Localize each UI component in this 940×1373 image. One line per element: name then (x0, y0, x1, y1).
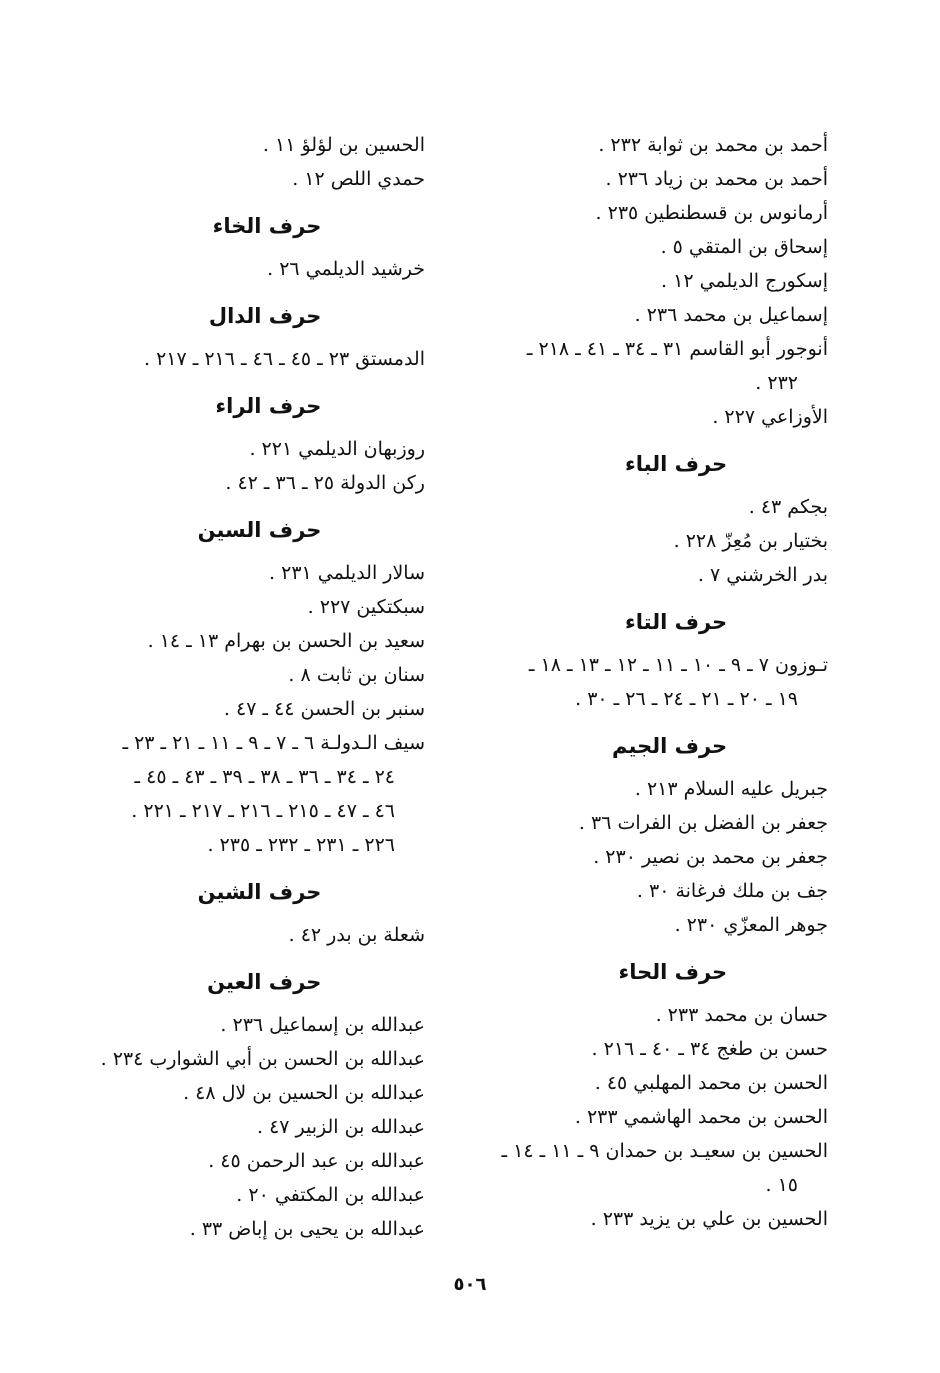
index-entry-line: تـوزون ٧ ـ ٩ ـ ١٠ ـ ١١ ـ ١٢ ـ ١٣ ـ ١٨ ـ (528, 654, 828, 676)
section-heading: حرف الجيم (612, 734, 728, 758)
index-entry: أرمانوس بن قسطنطين ٢٣٥ . (595, 202, 828, 224)
index-entry: سالار الديلمي ٢٣١ . (269, 562, 425, 584)
index-entry (55, 726, 425, 862)
index-entry (468, 1134, 828, 1202)
index-entry-line: أنوجور أبو القاسم ٣١ ـ ٣٤ ـ ٤١ ـ ٢١٨ ـ (526, 338, 828, 360)
index-entry: بختيار بن مُعِزّ ٢٢٨ . (673, 530, 828, 552)
index-entry: الدمستق ٢٣ ـ ٤٥ ـ ٤٦ ـ ٢١٦ ـ ٢١٧ . (143, 348, 425, 370)
index-entry: جف بن ملك فرغانة ٣٠ . (636, 880, 828, 902)
index-entry: بدر الخرشني ٧ . (697, 564, 828, 586)
index-entry: الأوزاعي ٢٢٧ . (712, 406, 828, 428)
index-entry-line: الحسين بن سعيـد بن حمدان ٩ ـ ١١ ـ ١٤ ـ (501, 1140, 828, 1162)
index-entry: أحمد بن محمد بن ثوابة ٢٣٢ . (598, 134, 828, 156)
index-entry-line: سيف الـدولـة ٦ ـ ٧ ـ ٩ ـ ١١ ـ ٢١ ـ ٢٣ ـ (122, 732, 425, 754)
index-entry: سنان بن ثابت ٨ . (288, 664, 425, 686)
index-entry-continuation: ١٥ . (765, 1174, 798, 1196)
index-entry-continuation: ٢٣٢ . (755, 372, 798, 394)
index-entry: عبدالله بن إسماعيل ٢٣٦ . (220, 1014, 425, 1036)
index-entry: عبدالله بن الزبير ٤٧ . (256, 1116, 425, 1138)
index-entry: جعفر بن محمد بن نصير ٢٣٠ . (593, 846, 828, 868)
index-entry: حسان بن محمد ٢٣٣ . (655, 1004, 828, 1026)
index-entry: جبريل عليه السلام ٢١٣ . (634, 778, 828, 800)
index-entry: ركن الدولة ٢٥ ـ ٣٦ ـ ٤٢ . (225, 472, 425, 494)
section-heading: حرف الخاء (212, 214, 322, 238)
index-column-left (55, 128, 425, 1246)
page-number: ٥٠٦ (453, 1274, 487, 1295)
section-heading: حرف الشين (197, 880, 322, 904)
index-entry: شعلة بن بدر ٤٢ . (288, 924, 425, 946)
index-entry: سعيد بن الحسن بن بهرام ١٣ ـ ١٤ . (147, 630, 425, 652)
index-entry: الحسين بن لؤلؤ ١١ . (262, 134, 425, 156)
index-entry (468, 648, 828, 716)
index-entry: إسحاق بن المتقي ٥ . (660, 236, 828, 258)
section-heading: حرف الباء (625, 452, 728, 476)
index-entry-continuation: ٢٢٦ ـ ٢٣١ ـ ٢٣٢ ـ ٢٣٥ . (207, 834, 395, 856)
index-entry: الحسن بن محمد المهلبي ٤٥ . (594, 1072, 828, 1094)
index-entry: جعفر بن الفضل بن الفرات ٣٦ . (578, 812, 828, 834)
index-entry: الحسين بن علي بن يزيد ٢٣٣ . (590, 1208, 828, 1230)
index-entry: أحمد بن محمد بن زياد ٢٣٦ . (605, 168, 828, 190)
index-column-right (468, 128, 828, 1236)
index-entry: عبدالله بن المكتفي ٢٠ . (236, 1184, 425, 1206)
index-entry: بجكم ٤٣ . (748, 496, 828, 518)
index-entry: عبدالله بن عبد الرحمن ٤٥ . (208, 1150, 425, 1172)
section-heading: حرف العين (207, 970, 322, 994)
section-heading: حرف الحاء (618, 960, 728, 984)
section-heading: حرف الدال (208, 304, 322, 328)
index-entry: الحسن بن محمد الهاشمي ٢٣٣ . (574, 1106, 828, 1128)
index-entry: حمدي اللص ١٢ . (292, 168, 425, 190)
index-entry: جوهر المعزّي ٢٣٠ . (674, 914, 828, 936)
index-entry: إسماعيل بن محمد ٢٣٦ . (634, 304, 828, 326)
index-entry: حسن بن طغج ٣٤ ـ ٤٠ ـ ٢١٦ . (591, 1038, 828, 1060)
index-entry-continuation: ١٩ ـ ٢٠ ـ ٢١ ـ ٢٤ ـ ٢٦ ـ ٣٠ . (575, 688, 798, 710)
section-heading: حرف التاء (625, 610, 728, 634)
index-entry: خرشيد الديلمي ٢٦ . (267, 258, 425, 280)
index-entry: سنبر بن الحسن ٤٤ ـ ٤٧ . (223, 698, 425, 720)
index-entry-continuation: ٤٦ ـ ٤٧ ـ ٢١٥ ـ ٢١٦ ـ ٢١٧ ـ ٢٢١ . (131, 800, 395, 822)
index-entry: عبدالله بن الحسين بن لال ٤٨ . (183, 1082, 425, 1104)
section-heading: حرف السين (197, 518, 322, 542)
index-entry-continuation: ٢٤ ـ ٣٤ ـ ٣٦ ـ ٣٨ ـ ٣٩ ـ ٤٣ ـ ٤٥ ـ (134, 766, 395, 788)
index-entry: عبدالله بن يحيى بن إباض ٣٣ . (189, 1218, 425, 1240)
index-entry: إسكورج الديلمي ١٢ . (661, 270, 828, 292)
section-heading: حرف الراء (215, 394, 322, 418)
index-entry (468, 332, 828, 400)
index-entry: عبدالله بن الحسن بن أبي الشوارب ٢٣٤ . (100, 1048, 425, 1070)
index-entry: سبكتكين ٢٢٧ . (307, 596, 425, 618)
index-entry: روزبهان الديلمي ٢٢١ . (249, 438, 425, 460)
